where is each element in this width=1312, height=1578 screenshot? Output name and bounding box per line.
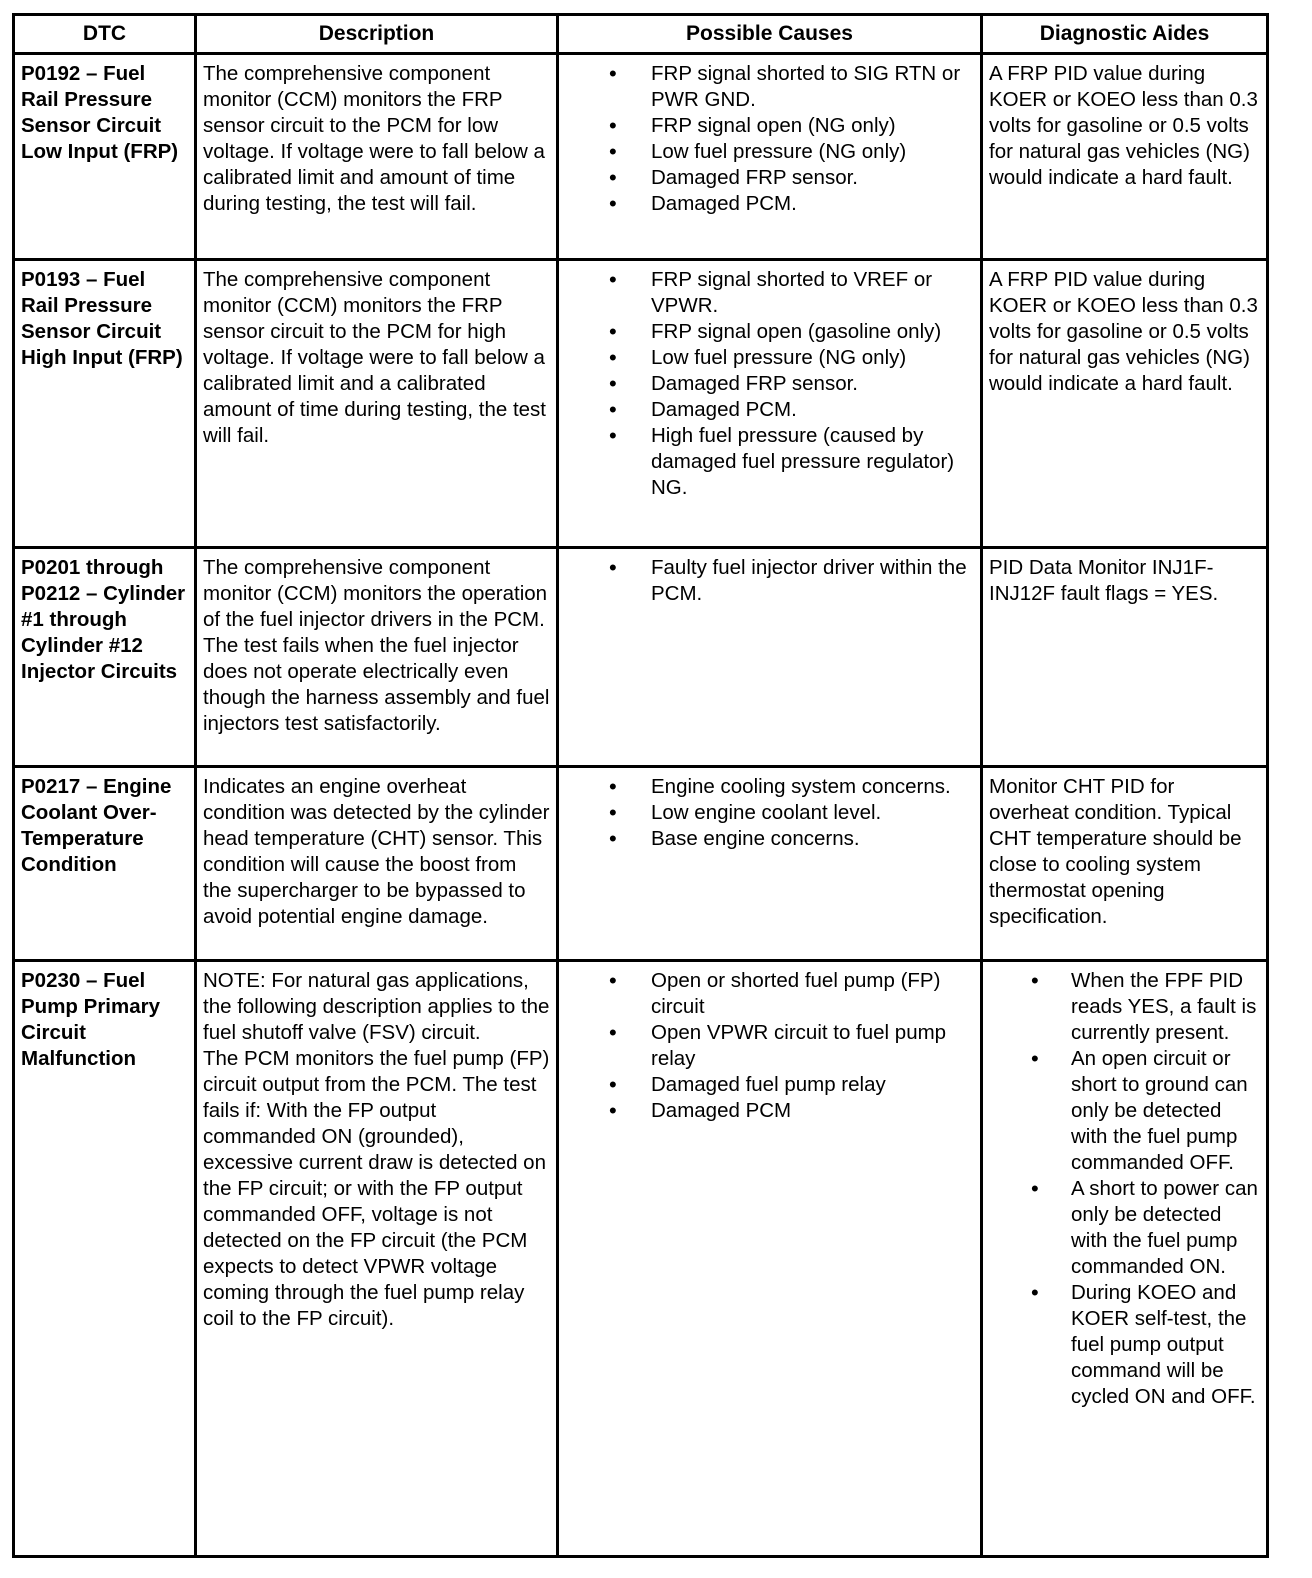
description-cell — [196, 961, 558, 1557]
list-item: • Damaged PCM — [565, 1098, 974, 1124]
causes-cell — [558, 54, 982, 260]
aides-cell: A FRP PID value during KOER or KOEO less than 0.3 volts for gasoline or 0.5 volts for natural gas vehicles (NG) would indicate a hard fault. — [982, 260, 1268, 548]
causes-cell — [558, 260, 982, 548]
dtc-table — [12, 13, 1269, 1558]
dtc-code: P0201 through P0212 – Cylinder #1 through Cylinder #12 Injector Circuits — [14, 548, 196, 767]
list-item: • FRP signal shorted to SIG RTN or PWR GND. — [565, 61, 974, 113]
header-dtc: DTC — [14, 15, 196, 54]
list-item: • Faulty fuel injector driver within the PCM. — [565, 555, 974, 607]
causes-cell — [558, 548, 982, 767]
list-item: • A short to power can only be detected with the fuel pump commanded ON. — [989, 1176, 1258, 1280]
description-text: The comprehensive component monitor (CCM) monitors the FRP sensor circuit to the PCM for high voltage. If voltage were to fall below a calibrated limit and a calibrated amount of time during testing, the test will fail. — [203, 268, 546, 447]
aides-list — [989, 968, 1258, 1410]
table-row — [14, 961, 1268, 1557]
aides-cell: A FRP PID value during KOER or KOEO less than 0.3 volts for gasoline or 0.5 volts for natural gas vehicles (NG) would indicate a hard fault. — [982, 54, 1268, 260]
list-item: • Damaged PCM. — [565, 191, 974, 217]
description-text: The comprehensive component monitor (CCM) monitors the operation of the fuel injector drivers in the PCM. The test fails when the fuel injector does not operate electrically even though the harness assembly and fuel injectors test satisfactorily. — [203, 556, 550, 735]
table-row — [14, 548, 1268, 767]
causes-list — [565, 61, 974, 217]
list-item: • An open circuit or short to ground can only be detected with the fuel pump commanded OFF. — [989, 1046, 1258, 1176]
table-row — [14, 767, 1268, 961]
list-item: • Engine cooling system concerns. — [565, 774, 974, 800]
list-item: • Damaged fuel pump relay — [565, 1072, 974, 1098]
list-item: • Damaged FRP sensor. — [565, 165, 974, 191]
list-item: • Low fuel pressure (NG only) — [565, 345, 974, 371]
list-item: • During KOEO and KOER self-test, the fuel pump output command will be cycled ON and OFF. — [989, 1280, 1258, 1410]
description-text: The PCM monitors the fuel pump (FP) circuit output from the PCM. The test fails if: With the FP output commanded ON (grounded), excessive current draw is detected on the FP circuit; or with the FP output commanded OFF, voltage is not detected on the FP circuit (the PCM expects to detect VPWR voltage coming through the fuel pump relay coil to the FP circuit). — [203, 1047, 550, 1330]
causes-cell — [558, 767, 982, 961]
header-possible-causes: Possible Causes — [558, 15, 982, 54]
table-row — [14, 260, 1268, 548]
header-row — [14, 15, 1268, 54]
header-description: Description — [196, 15, 558, 54]
description-cell — [196, 260, 558, 548]
table-row — [14, 54, 1268, 260]
description-text: Indicates an engine overheat condition was detected by the cylinder head temperature (CHT) sensor. This condition will cause the boost from the supercharger to be bypassed to avoid potential engine damage. — [203, 775, 550, 928]
description-cell — [196, 767, 558, 961]
dtc-code: P0192 – Fuel Rail Pressure Sensor Circuit Low Input (FRP) — [14, 54, 196, 260]
list-item: • When the FPF PID reads YES, a fault is currently present. — [989, 968, 1258, 1046]
causes-list — [565, 774, 974, 852]
causes-list — [565, 968, 974, 1124]
description-cell — [196, 54, 558, 260]
description-cell — [196, 548, 558, 767]
causes-list — [565, 267, 974, 501]
aides-cell: Monitor CHT PID for overheat condition. Typical CHT temperature should be close to cooling system thermostat opening specification. — [982, 767, 1268, 961]
list-item: • Low fuel pressure (NG only) — [565, 139, 974, 165]
list-item: • Damaged FRP sensor. — [565, 371, 974, 397]
dtc-code: P0193 – Fuel Rail Pressure Sensor Circuit High Input (FRP) — [14, 260, 196, 548]
list-item: • Open or shorted fuel pump (FP) circuit — [565, 968, 974, 1020]
list-item: • FRP signal open (gasoline only) — [565, 319, 974, 345]
aides-cell: PID Data Monitor INJ1F-INJ12F fault flags = YES. — [982, 548, 1268, 767]
list-item: • Low engine coolant level. — [565, 800, 974, 826]
list-item: • Damaged PCM. — [565, 397, 974, 423]
aides-cell — [982, 961, 1268, 1557]
description-note: NOTE: For natural gas applications, the following description applies to the fuel shutoff valve (FSV) circuit. — [203, 969, 550, 1044]
list-item: • Base engine concerns. — [565, 826, 974, 852]
description-text: The comprehensive component monitor (CCM) monitors the FRP sensor circuit to the PCM for low voltage. If voltage were to fall below a calibrated limit and amount of time during testing, the test will fail. — [203, 62, 545, 215]
dtc-code: P0230 – Fuel Pump Primary Circuit Malfunction — [14, 961, 196, 1557]
causes-list — [565, 555, 974, 607]
list-item: • Open VPWR circuit to fuel pump relay — [565, 1020, 974, 1072]
causes-cell — [558, 961, 982, 1557]
header-diagnostic-aides: Diagnostic Aides — [982, 15, 1268, 54]
list-item: • FRP signal open (NG only) — [565, 113, 974, 139]
dtc-code: P0217 – Engine Coolant Over-Temperature Condition — [14, 767, 196, 961]
list-item: • FRP signal shorted to VREF or VPWR. — [565, 267, 974, 319]
list-item: • High fuel pressure (caused by damaged fuel pressure regulator) NG. — [565, 423, 974, 501]
